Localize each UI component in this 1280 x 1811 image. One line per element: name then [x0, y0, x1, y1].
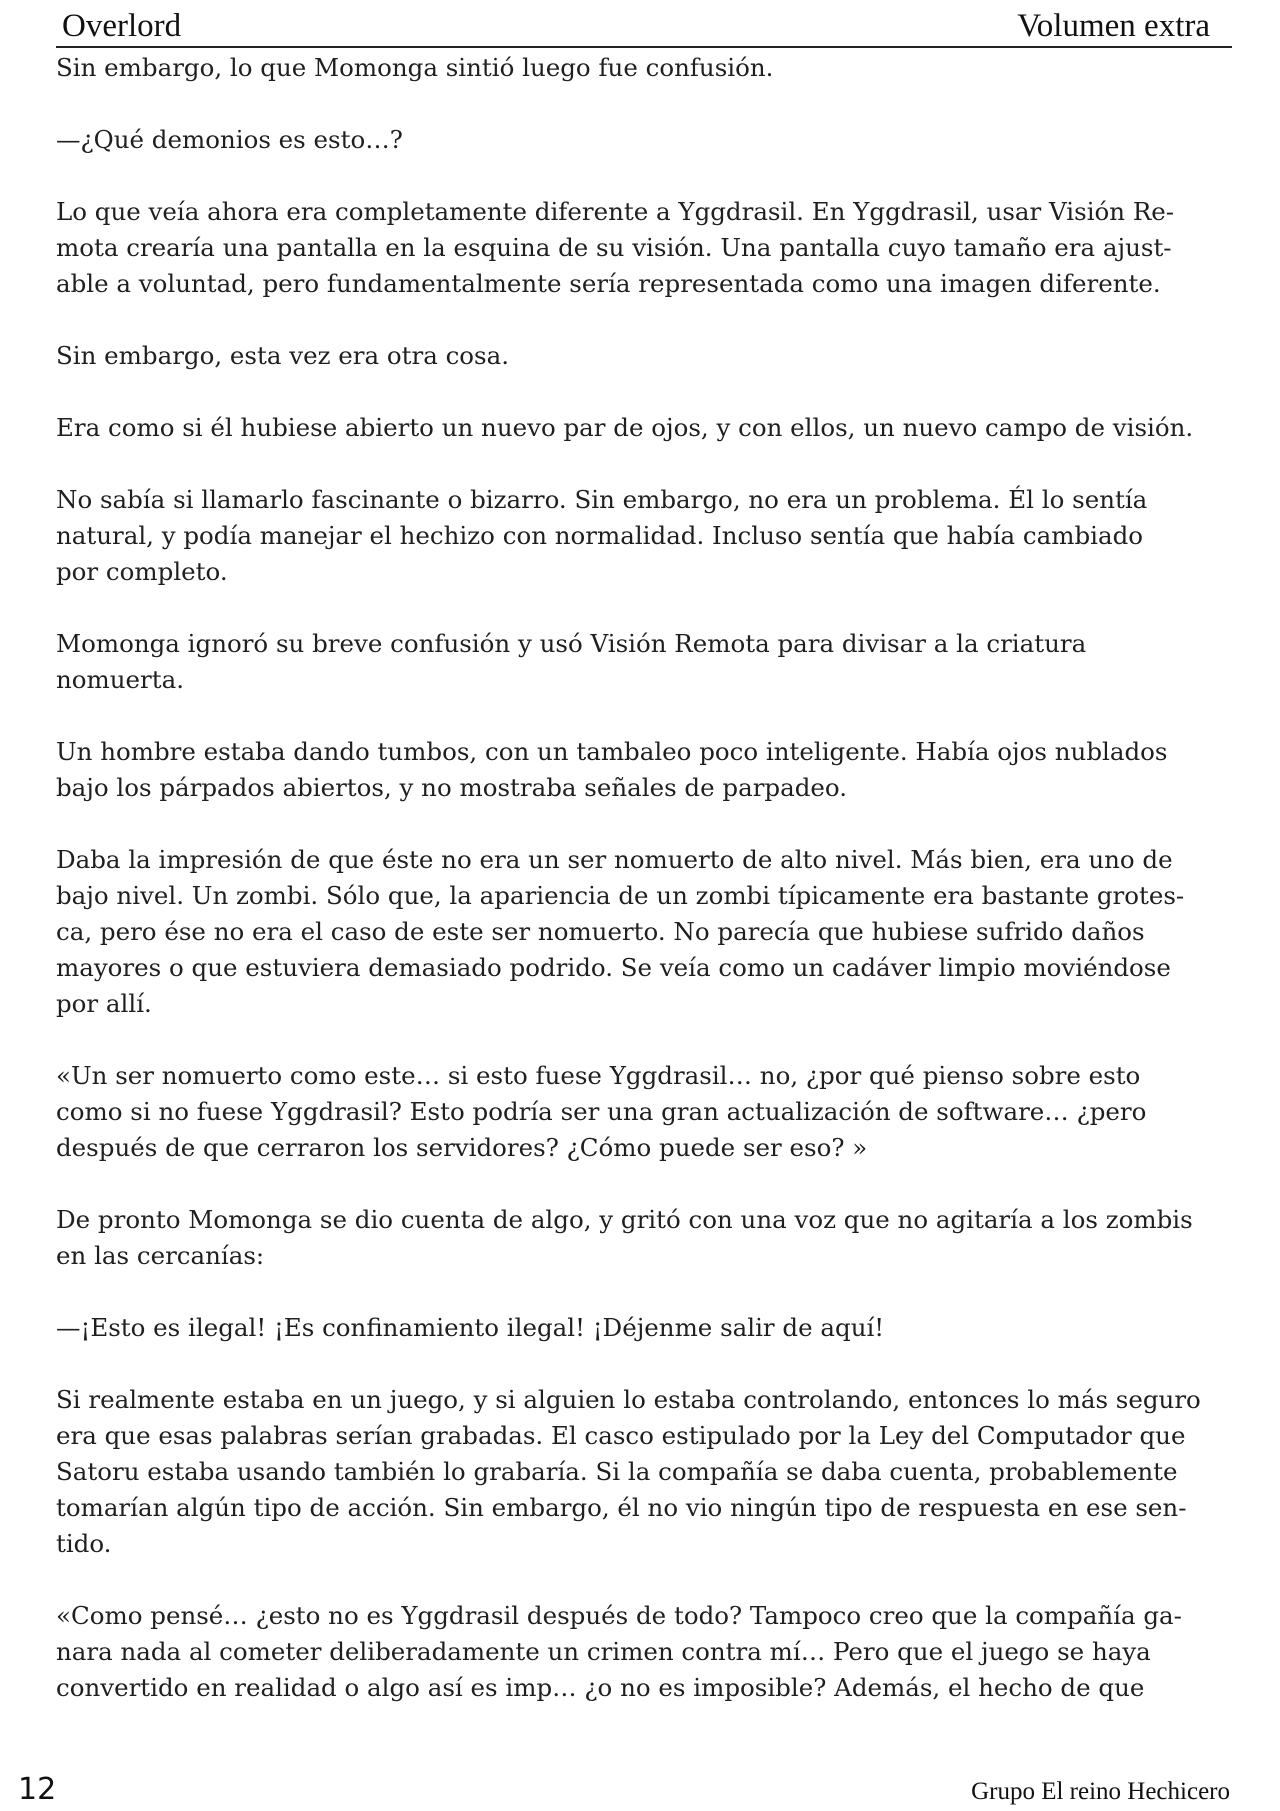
paragraph — [56, 482, 1232, 590]
text-line: mayores o que estuviera demasiado podrido. Se veía como un cadáver limpio moviéndose — [56, 953, 1171, 982]
text-line: bajo nivel. Un zombi. Sólo que, la apariencia de un zombi típicamente era bastante grotes- — [56, 881, 1185, 910]
text-line: —¿Qué demonios es esto…? — [56, 125, 403, 154]
paragraph — [56, 1058, 1232, 1166]
text-line: Un hombre estaba dando tumbos, con un tambaleo poco inteligente. Había ojos nublados — [56, 737, 1168, 766]
text-line: —¡Esto es ilegal! ¡Es confinamiento ilegal! ¡Déjenme salir de aquí! — [56, 1313, 885, 1342]
text-line: Sin embargo, lo que Momonga sintió luego fue confusión. — [56, 53, 774, 82]
paragraph — [56, 1598, 1232, 1706]
text-line: Daba la impresión de que éste no era un ser nomuerto de alto nivel. Más bien, era uno de — [56, 845, 1173, 874]
body-text — [56, 50, 1232, 1742]
text-line: como si no fuese Yggdrasil? Esto podría ser una gran actualización de software… ¿pero — [56, 1097, 1147, 1126]
text-line: Satoru estaba usando también lo grabaría. Si la compañía se daba cuenta, probablemente — [56, 1457, 1178, 1486]
text-line: natural, y podía manejar el hechizo con normalidad. Incluso sentía que había cambiado — [56, 521, 1144, 550]
paragraph — [56, 1202, 1232, 1274]
text-line: Momonga ignoró su breve confusión y usó Visión Remota para divisar a la criatura — [56, 629, 1087, 658]
page-header — [56, 6, 1232, 48]
text-line: en las cercanías: — [56, 1241, 265, 1270]
text-line: nara nada al cometer deliberadamente un crimen contra mí… Pero que el juego se haya — [56, 1637, 1151, 1666]
text-line: No sabía si llamarlo fascinante o bizarro. Sin embargo, no era un problema. Él lo sentía — [56, 485, 1148, 514]
text-line: «Un ser nomuerto como este… si esto fuese Yggdrasil… no, ¿por qué pienso sobre esto — [56, 1061, 1141, 1090]
text-line: mota crearía una pantalla en la esquina de su visión. Una pantalla cuyo tamaño era ajust- — [56, 233, 1172, 262]
text-line: tido. — [56, 1529, 112, 1558]
paragraph — [56, 734, 1232, 806]
text-line: nomuerta. — [56, 665, 184, 694]
text-line: able a voluntad, pero fundamentalmente sería representada como una imagen diferente. — [56, 269, 1161, 298]
text-line: por completo. — [56, 557, 228, 586]
paragraph — [56, 626, 1232, 698]
text-line: Era como si él hubiese abierto un nuevo par de ojos, y con ellos, un nuevo campo de visión. — [56, 413, 1194, 442]
paragraph — [56, 194, 1232, 302]
text-line: ca, pero ése no era el caso de este ser nomuerto. No parecía que hubiese sufrido daños — [56, 917, 1145, 946]
text-line: Lo que veía ahora era completamente diferente a Yggdrasil. En Yggdrasil, usar Visión Re- — [56, 197, 1175, 226]
text-line: convertido en realidad o algo así es imp… ¿o no es imposible? Además, el hecho de que — [56, 1673, 1145, 1702]
paragraph — [56, 1310, 1232, 1346]
paragraph — [56, 410, 1232, 446]
text-line: Sin embargo, esta vez era otra cosa. — [56, 341, 510, 370]
paragraph — [56, 338, 1232, 374]
paragraph — [56, 122, 1232, 158]
text-line: bajo los párpados abiertos, y no mostraba señales de parpadeo. — [56, 773, 847, 802]
text-line: era que esas palabras serían grabadas. El casco estipulado por la Ley del Computador que — [56, 1421, 1186, 1450]
text-line: tomarían algún tipo de acción. Sin embargo, él no vio ningún tipo de respuesta en ese sen- — [56, 1493, 1187, 1522]
text-line: después de que cerraron los servidores? ¿Cómo puede ser eso? » — [56, 1133, 868, 1162]
book-title: Overlord — [62, 8, 182, 44]
paragraph — [56, 1382, 1232, 1562]
paragraph — [56, 50, 1232, 86]
page-number: 12 — [18, 1772, 57, 1807]
volume-label: Volumen extra — [1017, 8, 1210, 44]
text-line: De pronto Momonga se dio cuenta de algo, y gritó con una voz que no agitaría a los zombis — [56, 1205, 1193, 1234]
text-line: por allí. — [56, 989, 152, 1018]
text-line: «Como pensé… ¿esto no es Yggdrasil después de todo? Tampoco creo que la compañía ga- — [56, 1601, 1182, 1630]
paragraph — [56, 842, 1232, 1022]
text-line: Si realmente estaba en un juego, y si alguien lo estaba controlando, entonces lo más seguro — [56, 1385, 1201, 1414]
footer-credit: Grupo El reino Hechicero — [971, 1778, 1230, 1805]
